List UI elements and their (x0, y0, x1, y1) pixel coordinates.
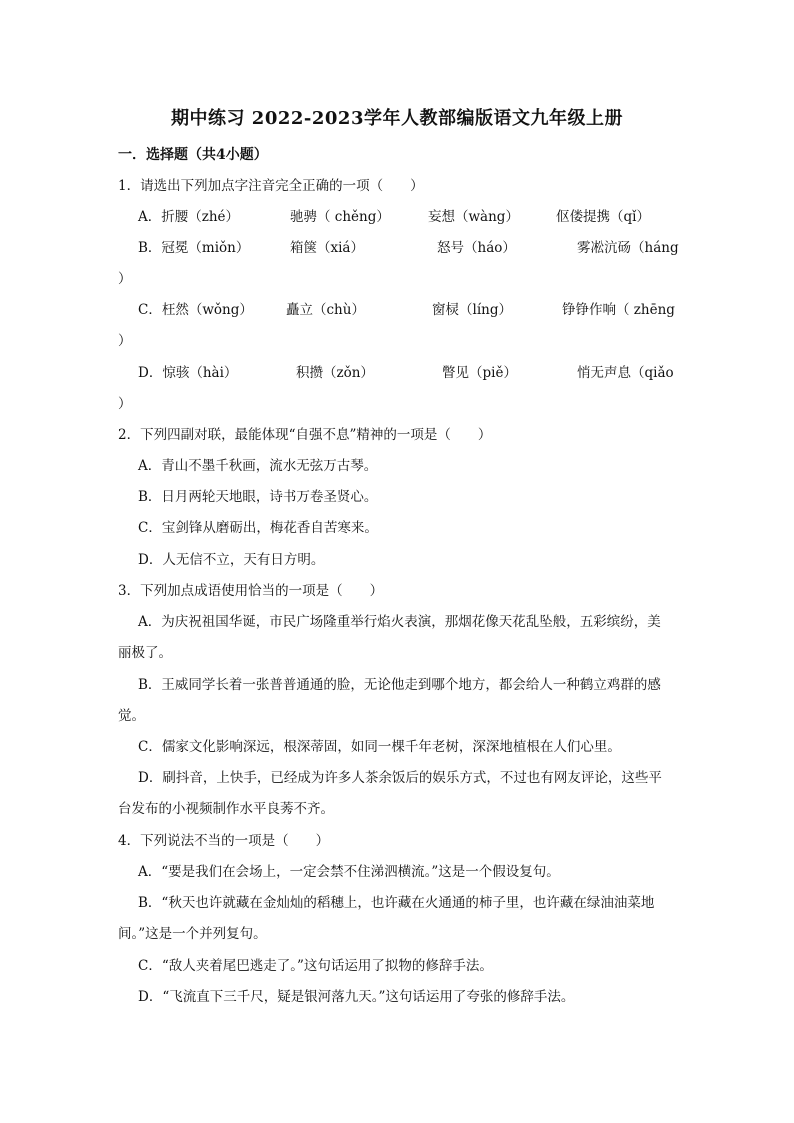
q2-option-a: A．青山不墨千秋画，流水无弦万古琴。 (138, 458, 378, 474)
q1-option-b-4: 雾凇沆砀（háng (577, 240, 679, 256)
q1-option-c-wrap: ） (118, 333, 132, 349)
q1-option-b-1: B．冠冕（miǒn） (138, 240, 250, 256)
q1-option-c-1: C．枉然（wǒng） (138, 302, 253, 318)
page-title: 期中练习 2022-2023学年人教部编版语文九年级上册 (171, 108, 623, 129)
q1-option-d-3: 瞥见（piě） (442, 365, 517, 381)
q3-option-d-cont: 台发布的小视频制作水平良莠不齐。 (118, 801, 334, 817)
q4-option-d: D．“飞流直下三千尺，疑是银河落九天。”这句话运用了夸张的修辞手法。 (138, 989, 575, 1005)
q3-option-b: B．王威同学长着一张普普通通的脸，无论他走到哪个地方，都会给人一种鹤立鸡群的感 (138, 677, 661, 693)
q3-option-d: D．刷抖音，上快手，已经成为许多人茶余饭后的娱乐方式，不过也有网友评论，这些平 (138, 770, 662, 786)
section-heading: 一．选择题（共4小题） (118, 147, 268, 163)
question-4-stem: 4．下列说法不当的一项是（ ） (118, 833, 330, 849)
q4-option-c: C．“敌人夹着尾巴逃走了。”这句话运用了拟物的修辞手法。 (138, 958, 493, 974)
q1-option-a-3: 妄想（wàng） (428, 209, 519, 225)
q4-option-b: B．“秋天也许就藏在金灿灿的稻穗上，也许藏在火通通的柿子里，也许藏在绿油油菜地 (138, 895, 655, 911)
q1-option-d-2: 积攒（zǒn） (296, 365, 374, 381)
q3-option-a: A．为庆祝祖国华诞，市民广场隆重举行焰火表演，那烟花像天花乱坠般，五彩缤纷，美 (138, 614, 661, 630)
q2-option-c: C．宝剑锋从磨砺出，梅花香自苦寒来。 (138, 520, 378, 536)
q1-option-b-2: 箱箧（xiá） (290, 240, 364, 256)
q1-option-b-wrap: ） (118, 271, 132, 287)
question-1-stem: 1．请选出下列加点字注音完全正确的一项（ ） (118, 178, 424, 194)
q2-option-b: B．日月两轮天地眼，诗书万卷圣贤心。 (138, 489, 378, 505)
q1-option-c-4: 铮铮作响（ zhēng (562, 302, 675, 318)
q1-option-a-2: 驰骋（ chěng） (290, 209, 390, 225)
q1-option-d-4: 悄无声息（qiǎo (577, 365, 674, 381)
q1-option-a-4: 伛偻提携（qǐ） (556, 209, 650, 225)
q3-option-b-cont: 觉。 (118, 708, 145, 724)
q1-option-a-1: A．折腰（zhé） (138, 209, 240, 225)
question-3-stem: 3．下列加点成语使用恰当的一项是（ ） (118, 583, 384, 599)
question-2-stem: 2．下列四副对联，最能体现“自强不息”精神的一项是（ ） (118, 427, 492, 443)
q1-option-c-3: 窗棂（líng） (432, 302, 512, 318)
q3-option-a-cont: 丽极了。 (118, 645, 172, 661)
q1-option-c-2: 矗立（chù） (286, 302, 365, 318)
q1-option-b-3: 怒号（háo） (437, 240, 516, 256)
q2-option-d: D．人无信不立，天有日方明。 (138, 552, 325, 568)
q4-option-a: A．“要是我们在会场上，一定会禁不住涕泗横流。”这是一个假设复句。 (138, 864, 560, 880)
q1-option-d-wrap: ） (118, 396, 132, 412)
q3-option-c: C．儒家文化影响深远，根深蒂固，如同一棵千年老树，深深地植根在人们心里。 (138, 739, 621, 755)
q1-option-d-1: D．惊骇（hài） (138, 365, 238, 381)
q4-option-b-cont: 间。”这是一个并列复句。 (118, 926, 267, 942)
